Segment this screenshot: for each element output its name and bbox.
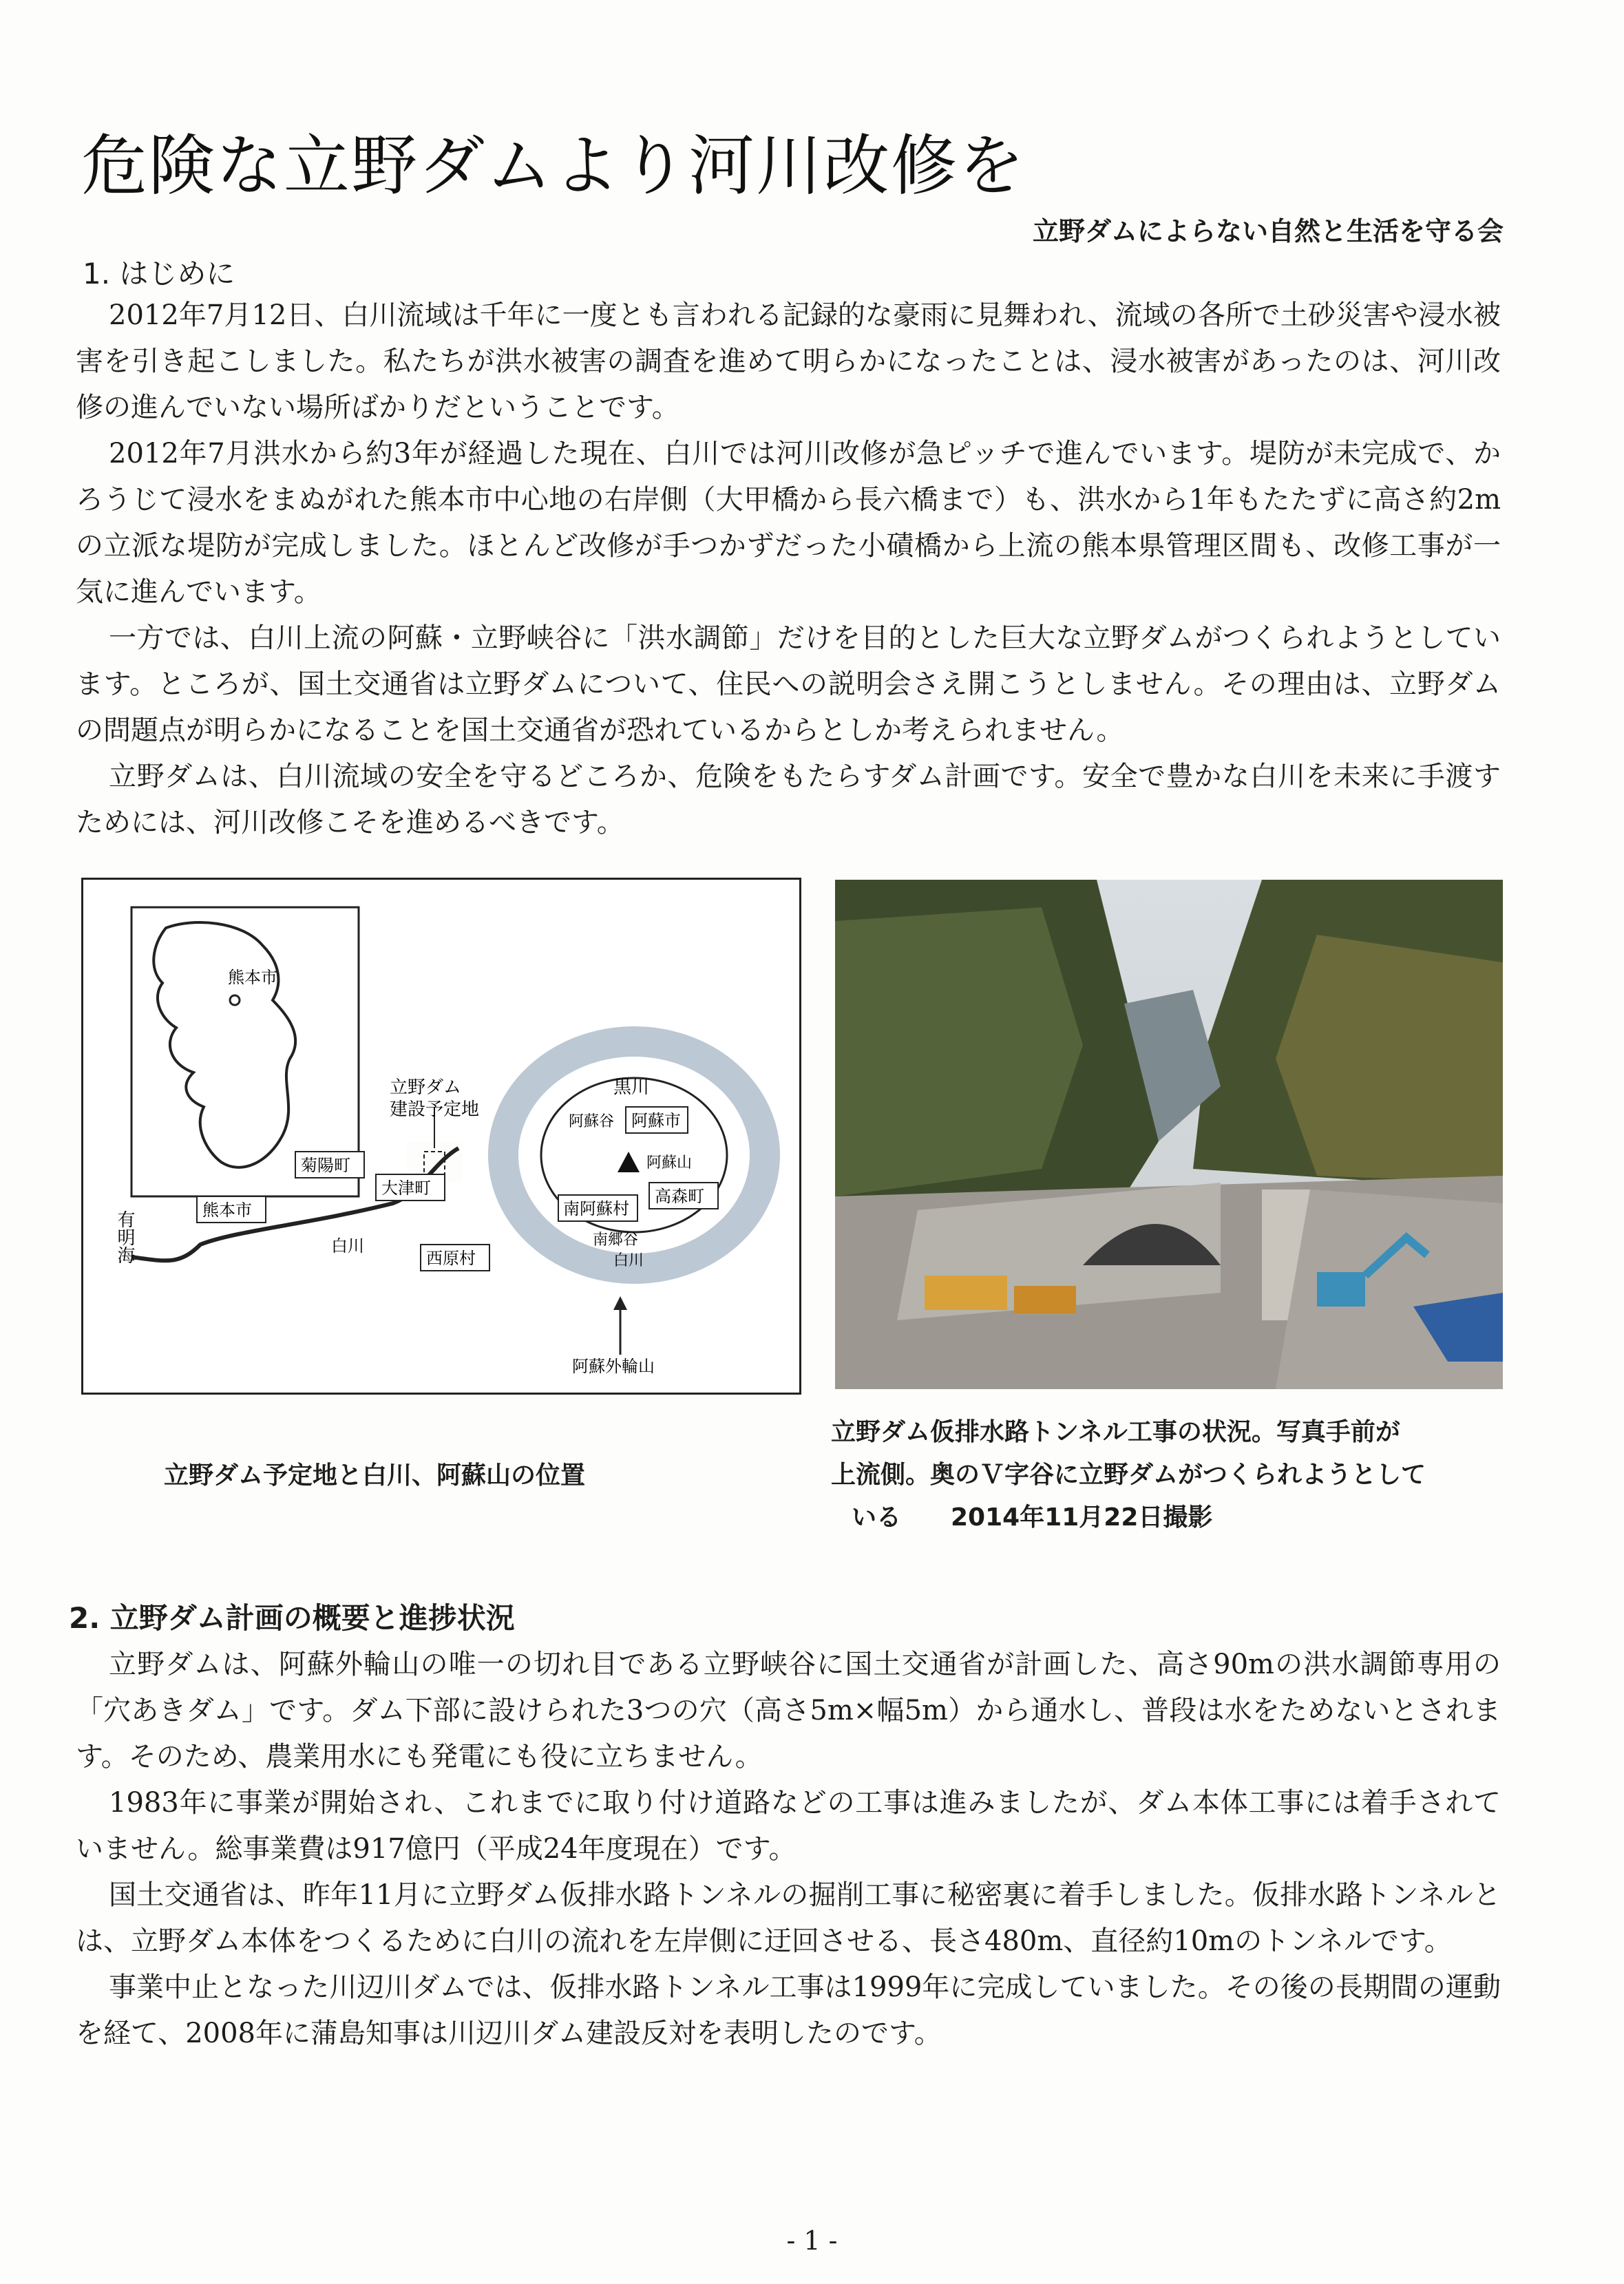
section1-heading: 1. はじめに <box>83 257 235 290</box>
caption-line: いる 2014年11月22日撮影 <box>852 1503 1213 1532</box>
kumamoto-dot-icon <box>230 995 240 1005</box>
paragraph: 一方では、白川上流の阿蘇・立野峡谷に「洪水調節」だけを目的とした巨大な立野ダムがつくられようとしています。ところが、国土交通省は立野ダムについて、住民への説明会さえ開こうとしません。その理由は、立野ダムの問題点が明らかになることを国土交通省が恐れているからとしか考えられません。 <box>76 622 1501 746</box>
map-label: 西原村 <box>426 1249 476 1268</box>
paragraph: 2012年7月12日、白川流域は千年に一度とも言われる記録的な豪雨に見舞われ、流域の各所で土砂災害や浸水被害を引き起こしました。私たちが洪水被害の調査を進めて明らかになったことは、浸水被害があったのは、河川改修の進んでいない場所ばかりだということです。 <box>76 299 1501 423</box>
map-label: 阿蘇外輪山 <box>572 1357 655 1376</box>
map-label: 阿蘇谷 <box>569 1113 615 1130</box>
map-label: 有明海 <box>114 1210 135 1264</box>
map-label: 建設予定地 <box>390 1099 480 1120</box>
paragraph: 立野ダムは、白川流域の安全を守るどころか、危険をもたらすダム計画です。安全で豊かな白川を未来に手渡すためには、河川改修こそを進めるべきです。 <box>76 761 1501 838</box>
caption-line: 上流側。奥のＶ字谷に立野ダムがつくられようとして <box>831 1461 1426 1489</box>
arrow-up-icon <box>613 1296 627 1310</box>
map-label: 立野ダム <box>390 1077 462 1098</box>
page-number: - 1 - <box>786 2225 838 2256</box>
photo-graphic <box>835 880 1503 1389</box>
map-label: 黒川 <box>613 1077 650 1098</box>
photo-caption <box>831 1411 1426 1539</box>
section2-heading: 2. 立野ダム計画の概要と進捗状況 <box>69 1601 515 1635</box>
page-title: 危険な立野ダムより河川改修を <box>81 127 1026 204</box>
organization-name: 立野ダムによらない自然と生活を守る会 <box>1032 216 1504 246</box>
paragraph: 2012年7月洪水から約3年が経過した現在、白川では河川改修が急ピッチで進んでいます。堤防が未完成で、かろうじて浸水をまぬがれた熊本市中心地の右岸側（大甲橋から長六橋まで）も、洪水から1年もたたずに高さ約2mの立派な堤防が完成しました。ほとんど改修が手つかずだった小磧橋から上流の熊本県管理区間も、改修工事が一気に進んでいます。 <box>76 438 1501 608</box>
map-label: 阿蘇山 <box>646 1154 693 1172</box>
paragraph: 立野ダムは、阿蘇外輪山の唯一の切れ目である立野峡谷に国土交通省が計画した、高さ90mの洪水調節専用の「穴あきダム」です。ダム下部に設けられた3つの穴（高さ5m×幅5m）から通水し、普段は水をためないとされます。そのため、農業用水にも発電にも役に立ちません。 <box>76 1649 1501 1773</box>
map-graphic <box>83 880 799 1393</box>
map-label: 大津町 <box>381 1178 431 1198</box>
paragraph: 国土交通省は、昨年11月に立野ダム仮排水路トンネルの掘削工事に秘密裏に着手しました。仮排水路トンネルとは、立野ダム本体をつくるために白川の流れを左岸側に迂回させる、長さ480m、直径約10mのトンネルです。 <box>76 1879 1501 1957</box>
map-label: 熊本市 <box>228 968 277 987</box>
map-label: 白川 <box>613 1252 644 1269</box>
location-map <box>81 878 801 1395</box>
section1-body <box>76 293 1501 846</box>
map-label: 熊本市 <box>202 1201 252 1220</box>
map-label: 南郷谷 <box>593 1231 639 1249</box>
kyushu-outline <box>154 922 295 1167</box>
paragraph: 事業中止となった川辺川ダムでは、仮排水路トンネル工事は1999年に完成していました。その後の長期間の運動を経て、2008年に蒲島知事は川辺川ダム建設反対を表明したのです。 <box>76 1971 1501 2049</box>
map-label: 阿蘇市 <box>631 1111 681 1130</box>
map-label: 菊陽町 <box>301 1156 350 1175</box>
mt-aso-icon <box>618 1152 640 1172</box>
caption-line: 立野ダム仮排水路トンネル工事の状況。写真手前が <box>831 1418 1400 1446</box>
map-label: 白川 <box>331 1236 364 1256</box>
map-label: 南阿蘇村 <box>563 1199 629 1218</box>
section2-body <box>76 1642 1501 2057</box>
paragraph: 1983年に事業が開始され、これまでに取り付け道路などの工事は進みましたが、ダム本体工事には着手されていません。総事業費は917億円（平成24年度現在）です。 <box>76 1787 1501 1865</box>
map-caption: 立野ダム予定地と白川、阿蘇山の位置 <box>164 1461 586 1490</box>
map-label: 高森町 <box>655 1187 704 1206</box>
construction-photo <box>835 880 1503 1389</box>
